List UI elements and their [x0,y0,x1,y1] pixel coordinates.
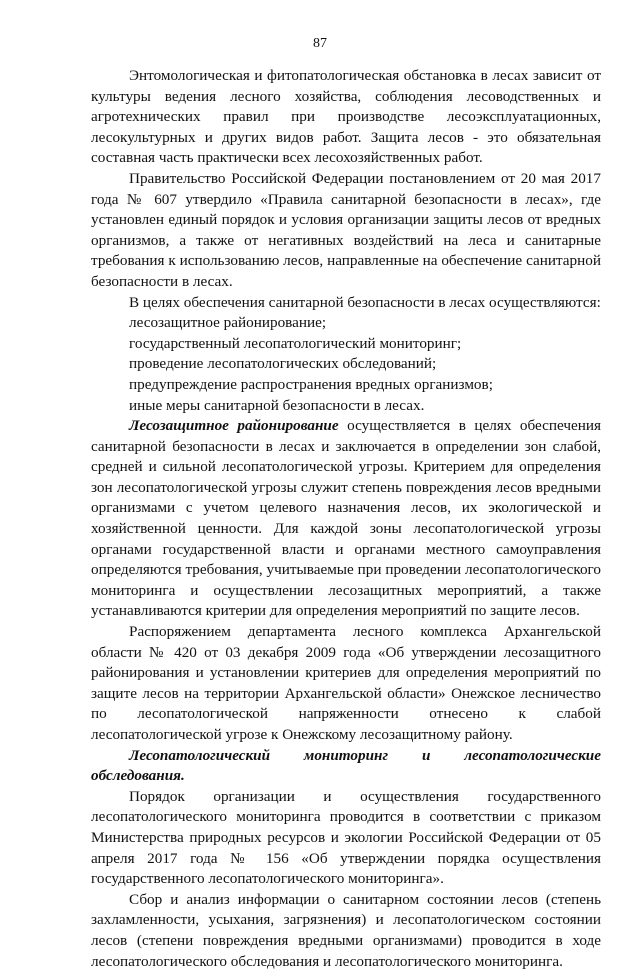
list-item: иные меры санитарной безопасности в лесах. [129,396,425,414]
paragraph-intro: Энтомологическая и фитопатологическая обстановка в лесах зависит от культуры ведения лесного хозяйства, соблюдения лесоводственных и агротехнических правил при производстве лесоэксплуатационных, лесокультурных и других видов работ. Защита лесов - это обязательная составная часть практически всех лесохозяйственных работ. [91,67,601,167]
zoning-term: Лесозащитное районирование [129,417,339,435]
list-item: проведение лесопатологических обследований; [129,355,437,373]
list-item: лесозащитное районирование; [129,314,327,332]
paragraph-data-collection: Сбор и анализ информации о санитарном состоянии лесов (степень захламленности, усыхания, загрязнения) и лесопатологическом состоянии лесов (степени повреждения вредными организмами) проводится в ходе лесопатологического обследования и лесопатологического мониторинга. [91,890,601,970]
page-number: 87 [313,36,327,51]
text-column [91,66,601,972]
list-item: государственный лесопатологический мониторинг; [129,334,462,352]
list-item: предупреждение распространения вредных организмов; [129,375,493,393]
section-heading: Лесопатологический мониторинг и лесопатологические обследования. [91,746,601,785]
paragraph-department-order: Распоряжением департамента лесного комплекса Архангельской области № 420 от 03 декабря 2009 года «Об утверждении лесозащитного районирования и установлении критериев для определения мероприятий по защите лесов на территории Архангельской области» Онежское лесничество по лесопатологической напряженности отнесено к слабой лесопатологической угрозе к Онежскому лесозащитному району. [91,623,601,743]
paragraph-zoning [91,416,601,622]
paragraph-list-intro: В целях обеспечения санитарной безопасности в лесах осуществляются: [129,293,601,311]
paragraph-monitoring-procedure: Порядок организации и осуществления государственного лесопатологического мониторинга проводится в соответствии с приказом Министерства природных ресурсов и экологии Российской Федерации от 05 апреля 2017 года № 156 «Об утверждении порядка осуществления государственного лесопатологического мониторинга». [91,787,601,888]
zoning-description: осуществляется в целях обеспечения санитарной безопасности в лесах и заключается в определении зон слабой, средней и сильной лесопатологической угрозы. Критерием для определения зон лесопатологической угрозы служит степень повреждения лесов вредными организмами с учетом целевого назначения лесов, их экологической и хозяйственной ценности. Для каждой зоны лесопатологической угрозы органами государственной власти и органами местного самоуправления определяются требования, учитываемые при проведении лесопатологического мониторинга и осуществлении лесозащитных мероприятий, а также устанавливаются критерии для определения мероприятий по защите лесов. [91,417,601,620]
paragraph-government-decree: Правительство Российской Федерации постановлением от 20 мая 2017 года № 607 утвердило «Правила санитарной безопасности в лесах», где установлен единый порядок и условия организации защиты лесов от вредных организмов, а также от негативных воздействий на леса и санитарные требования к использованию лесов, направленные на обеспечение санитарной безопасности в лесах. [91,169,601,290]
